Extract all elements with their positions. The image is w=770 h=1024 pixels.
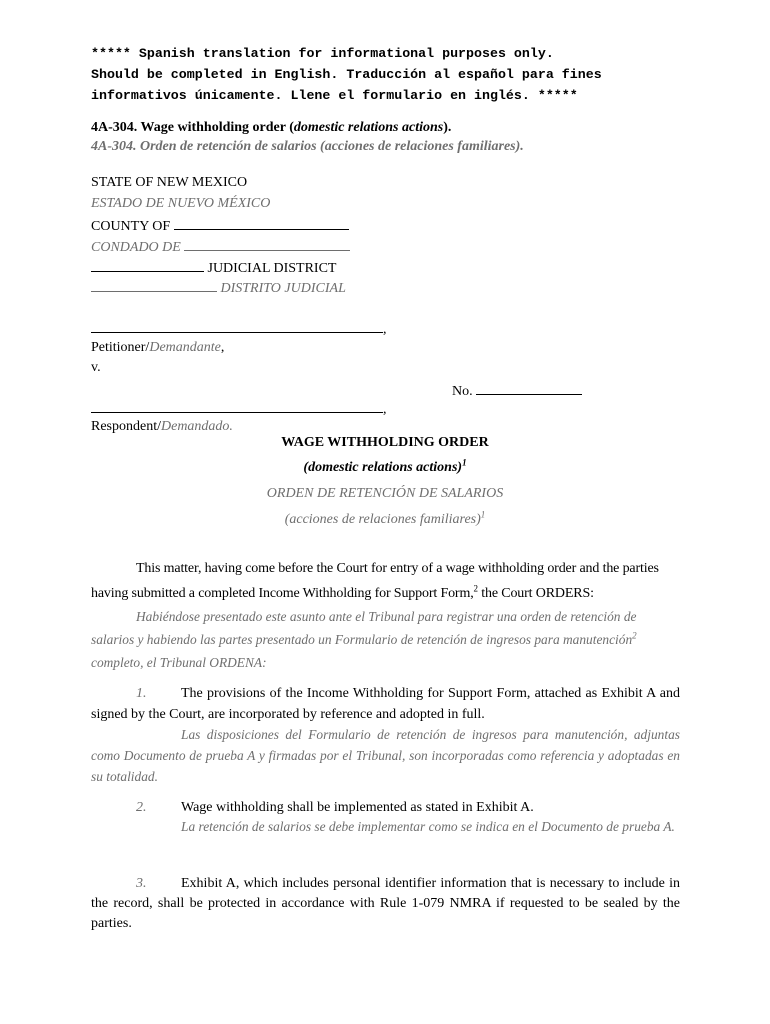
petitioner-name-line	[91, 319, 387, 338]
district-blank-spanish[interactable]	[91, 278, 217, 292]
petitioner-label	[91, 340, 224, 356]
state-label-spanish: ESTADO DE NUEVO MÉXICO	[91, 196, 271, 211]
translation-notice	[91, 44, 602, 106]
intro-paragraph	[91, 556, 680, 606]
footnote-ref-1: 1	[462, 457, 467, 468]
order-title-spanish: ORDEN DE RETENCIÓN DE SALARIOS	[266, 486, 504, 501]
district-line	[91, 258, 336, 277]
intro-text-spanish-1: Habiéndose presentado este asunto ante el Tribunal para registrar una orden de retención de salarios y habiendo las partes presentado un Formulario de retención de ingresos para manutención	[91, 609, 637, 647]
item-text-2: Wage withholding shall be implemented as stated in Exhibit A.	[181, 800, 534, 815]
respondent-label-english: Respondent/	[91, 419, 161, 434]
form-title-spanish: 4A-304. Orden de retención de salarios (acciones de relaciones familiares).	[91, 139, 524, 154]
order-item-1-spanish: Las disposiciones del Formulario de retención de ingresos para manutención, adjuntas como Documento de prueba A y firmadas por el Tribunal, son incorporadas como referencia y adoptadas en su totalidad.	[91, 727, 680, 784]
notice-line-3: informativos únicamente. Llene el formulario en inglés. *****	[91, 87, 578, 103]
respondent-label	[91, 419, 233, 435]
item-number-2: 2.	[136, 800, 147, 815]
form-title-italic: domestic relations actions	[293, 120, 444, 135]
item-number-1: 1.	[136, 686, 147, 701]
case-number-label: No.	[452, 384, 473, 399]
county-blank-spanish[interactable]	[184, 237, 350, 251]
county-line	[91, 216, 349, 235]
order-item-2-spanish: La retención de salarios se debe implementar como se indica en el Documento de prueba A.	[181, 819, 675, 834]
county-blank[interactable]	[174, 216, 349, 230]
form-title-suffix: ).	[443, 120, 452, 135]
petitioner-label-comma: ,	[220, 340, 225, 355]
district-label-spanish: DISTRITO JUDICIAL	[220, 281, 346, 296]
footnote-ref-2-spanish: 2	[632, 630, 637, 641]
district-blank[interactable]	[91, 258, 204, 272]
notice-line-2: Should be completed in English. Traducción al español para fines	[91, 66, 602, 82]
district-label: JUDICIAL DISTRICT	[207, 261, 337, 276]
item-text-1: The provisions of the Income Withholding for Support Form, attached as Exhibit A and signed by the Court, are incorporated by reference and adopted in full.	[91, 686, 680, 722]
versus-label: v.	[91, 360, 101, 375]
county-label-spanish: CONDADO DE	[91, 240, 181, 255]
county-label: COUNTY OF	[91, 219, 171, 234]
notice-line-1: ***** Spanish translation for informational purposes only.	[91, 46, 554, 61]
petitioner-name-blank[interactable]	[91, 319, 383, 333]
footnote-ref-1-spanish: 1	[480, 509, 486, 520]
item-number-3: 3.	[136, 876, 147, 891]
county-line-spanish	[91, 237, 350, 256]
petitioner-label-english: Petitioner/	[91, 340, 150, 355]
respondent-comma: ,	[383, 402, 387, 417]
form-title-english	[91, 120, 451, 136]
respondent-name-line	[91, 399, 387, 418]
intro-text-spanish-2: completo, el Tribunal ORDENA:	[91, 655, 267, 670]
respondent-name-blank[interactable]	[91, 399, 383, 413]
petitioner-comma: ,	[383, 322, 387, 337]
intro-paragraph-spanish	[91, 605, 680, 674]
order-title: WAGE WITHHOLDING ORDER	[281, 435, 489, 450]
order-subtitle	[0, 457, 770, 476]
petitioner-label-spanish: Demandante	[149, 340, 221, 355]
intro-text-1: This matter, having come before the Court for entry of a wage withholding order and the parties having submitted a completed Income Withholding for Support Form,	[91, 561, 659, 601]
order-subtitle-text: (domestic relations actions)	[303, 460, 463, 475]
intro-text-2: the Court ORDERS:	[477, 586, 594, 601]
form-title-prefix: 4A-304. Wage withholding order (	[91, 120, 294, 135]
state-label: STATE OF NEW MEXICO	[91, 175, 248, 190]
order-subtitle-spanish	[0, 509, 770, 528]
order-item-1	[91, 683, 680, 725]
order-subtitle-spanish-text: (acciones de relaciones familiares)	[284, 512, 481, 527]
district-line-spanish	[91, 278, 346, 297]
item-text-3: Exhibit A, which includes personal identifier information that is necessary to include in the record, shall be protected in accordance with Rule 1-079 NMRA if requested to be sealed by the parties.	[91, 876, 680, 931]
footnote-ref-2: 2	[473, 583, 478, 594]
case-number-line	[452, 381, 582, 400]
respondent-label-spanish: Demandado.	[161, 419, 233, 434]
order-item-3	[91, 874, 680, 934]
order-item-2	[91, 797, 680, 818]
case-number-blank[interactable]	[476, 381, 582, 395]
